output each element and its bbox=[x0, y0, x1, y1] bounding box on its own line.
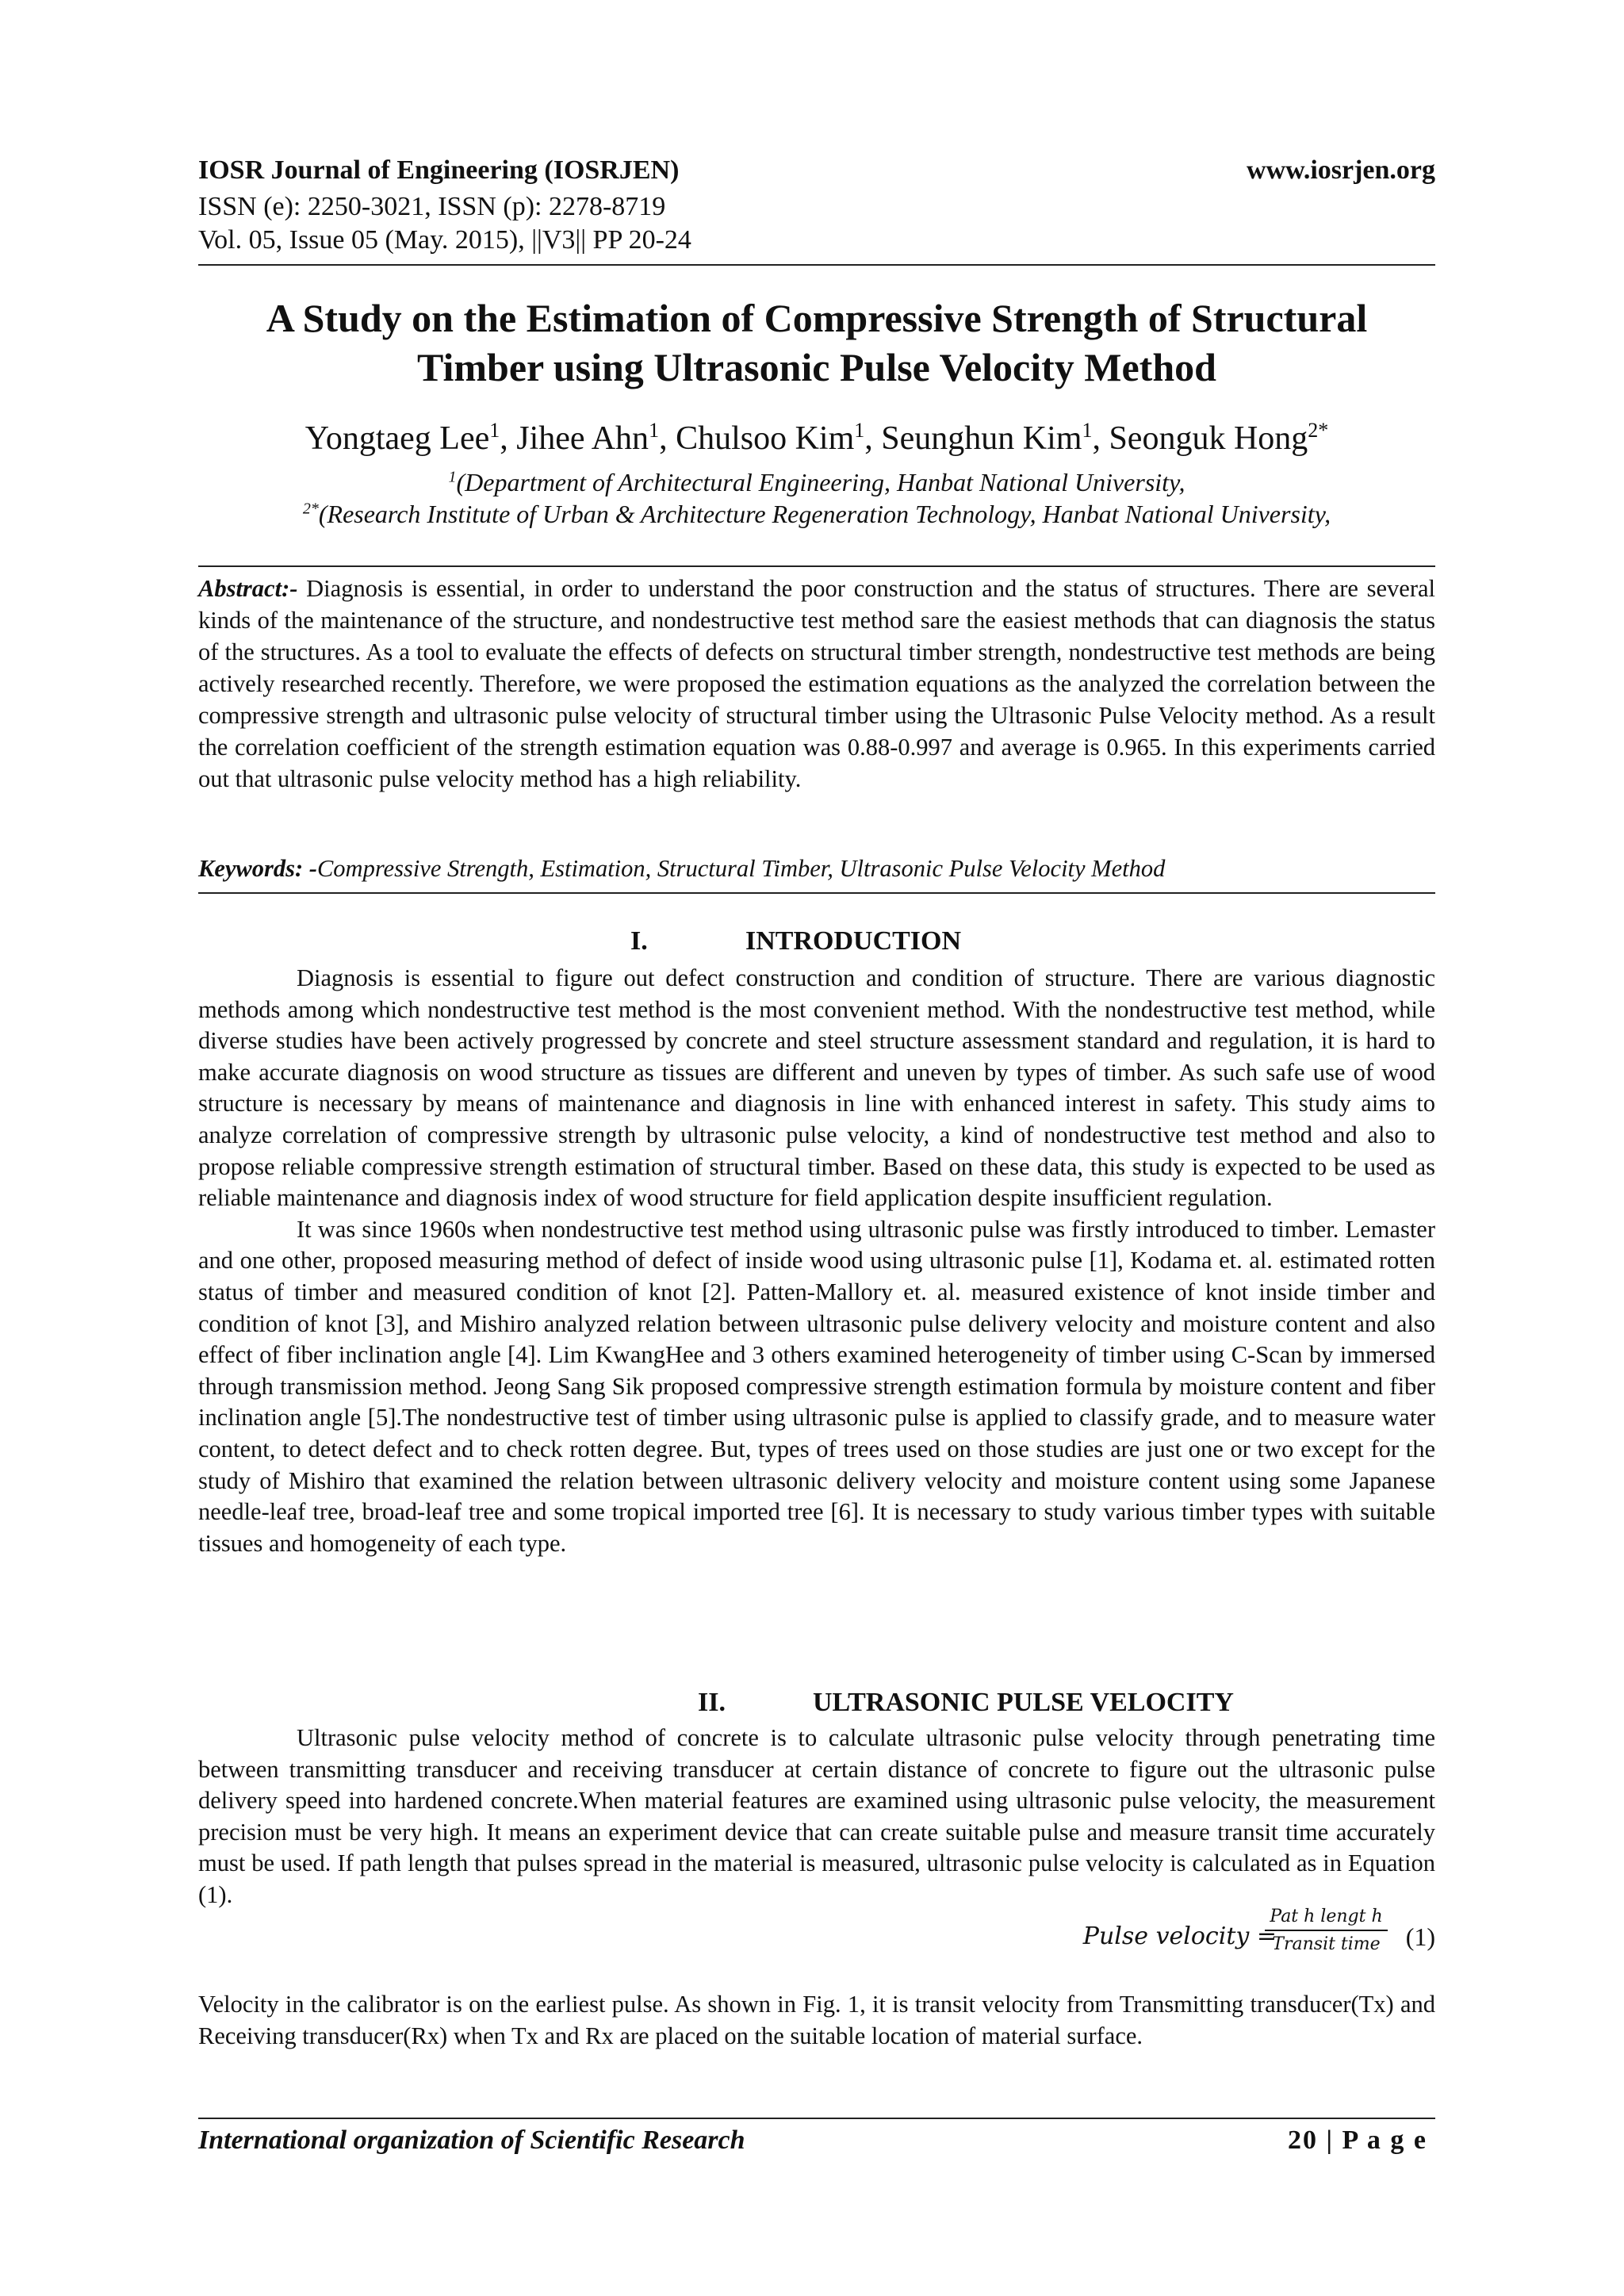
page-footer bbox=[198, 2125, 1435, 2165]
abstract-text: Diagnosis is essential, in order to understand the poor construction and the status of structures. There are several kinds of the maintenance of the structure, and nondestructive test method sare the easiest methods that can diagnosis the status of the structures. As a tool to evaluate the effects of defects on structural timber strength, nondestructive test methods are being actively researched recently. Therefore, we were proposed the estimation equations as the analyzed the correlation between the compressive strength and ultrasonic pulse velocity of structural timber using the Ultrasonic Pulse Velocity method. As a result the correlation coefficient of the strength estimation equation was 0.88-0.997 and average is 0.965. In this experiments carried out that ultrasonic pulse velocity method has a high reliability. bbox=[198, 575, 1436, 792]
author-affiliation-mark: 2* bbox=[1308, 419, 1329, 442]
author: Chulsoo Kim bbox=[676, 420, 855, 457]
keywords bbox=[198, 855, 1435, 883]
author: Jihee Ahn bbox=[516, 420, 649, 457]
author-affiliation-mark: 1 bbox=[489, 419, 500, 442]
introduction-body bbox=[198, 963, 1435, 1559]
header-rule bbox=[198, 264, 1435, 266]
footer-organization: International organization of Scientific Research bbox=[198, 2125, 745, 2155]
author-affiliation-mark: 1 bbox=[854, 419, 865, 442]
running-header bbox=[198, 155, 1435, 192]
equation-lhs: Pulse velocity = bbox=[1082, 1922, 1277, 1950]
affiliation-1: $^1$(Department of Architectural Engineering, Hanbat National University, bbox=[448, 468, 1185, 496]
equation-denominator: Transit time bbox=[1272, 1934, 1381, 1954]
upv-body bbox=[198, 1723, 1435, 1911]
author-affiliation-mark: 1 bbox=[1082, 419, 1093, 442]
keywords-label: Keywords: - bbox=[198, 855, 317, 882]
section-title: ULTRASONIC PULSE VELOCITY bbox=[813, 1688, 1234, 1717]
journal-name: IOSR Journal of Engineering (IOSRJEN) bbox=[198, 155, 680, 185]
equation-number: (1) bbox=[1405, 1922, 1435, 1951]
keywords-rule bbox=[198, 892, 1435, 894]
paper-title bbox=[198, 293, 1435, 392]
issn-line: ISSN (e): 2250-3021, ISSN (p): 2278-8719 bbox=[198, 192, 666, 221]
title-line-1: A Study on the Estimation of Compressive Strength of Structural bbox=[266, 296, 1368, 340]
equation-1 bbox=[959, 1907, 1435, 1970]
footer-rule bbox=[198, 2118, 1435, 2119]
abstract bbox=[198, 573, 1435, 795]
paragraph: It was since 1960s when nondestructive test method using ultrasonic pulse was firstly introduced to timber. Lemaster and one other, proposed measuring method of defect of inside wood using ultrasonic pulse [1], Kodama et. al. estimated rotten status of timber and measured condition of knot [2]. Patten-Mallory et. al. measured existence of knot inside timber and condition of knot [3], and Mishiro analyzed relation between ultrasonic pulse delivery velocity and moisture content and also effect of fiber inclination angle [4]. Lim KwangHee and 3 others examined heterogeneity of timber using C-Scan by immersed through transmission method. Jeong Sang Sik proposed compressive strength estimation formula by moisture content and fiber inclination angle [5].The nondestructive test of timber using ultrasonic pulse is applied to classify grade, and to measure water content, to detect defect and to check rotten degree. But, types of trees used on those studies are just one or two except for the study of Mishiro that examined the relation between ultrasonic delivery velocity and moisture content using some Japanese needle-leaf tree, broad-leaf tree and some tropical imported tree [6]. It is necessary to study various timber types with suitable tissues and homogeneity of each type. bbox=[198, 1215, 1435, 1557]
section-number: II. bbox=[698, 1688, 726, 1717]
paragraph: Diagnosis is essential to figure out defect construction and condition of structure. There are various diagnostic methods among which nondestructive test method is the most convenient method. With the nondestructive test method, while diverse studies have been actively progressed by concrete and steel structure assessment standard and regulation, it is hard to make accurate diagnosis on wood structure as tissues are different and uneven by types of timber. As such safe use of wood structure is necessary by means of maintenance and diagnosis in line with enhanced interest in safety. This study aims to analyze correlation of compressive strength by ultrasonic pulse velocity, a kind of nondestructive test method and also to propose reliable compressive strength estimation of structural timber. Based on these data, this study is expected to be used as reliable maintenance and diagnosis index of wood structure for field application despite insufficient regulation. bbox=[198, 964, 1435, 1212]
author: Seunghun Kim bbox=[881, 420, 1082, 457]
author: Seonguk Hong bbox=[1109, 420, 1308, 457]
abstract-label: Abstract:- bbox=[198, 575, 298, 602]
keywords-text: Compressive Strength, Estimation, Structural Timber, Ultrasonic Pulse Velocity Method bbox=[316, 855, 1166, 882]
section-heading bbox=[198, 1688, 1435, 1721]
volume-line: Vol. 05, Issue 05 (May. 2015), ||V3|| PP 20-24 bbox=[198, 225, 691, 255]
journal-website[interactable]: www.iosrjen.org bbox=[1247, 155, 1435, 185]
section-heading bbox=[198, 926, 1435, 960]
upv-body-continued bbox=[198, 1989, 1435, 2052]
abstract-top-rule bbox=[198, 565, 1435, 567]
page-number: 20 | P a g e bbox=[1288, 2125, 1427, 2155]
equation-fraction bbox=[1265, 1907, 1388, 1954]
equation-numerator: Pat h lengt h bbox=[1265, 1907, 1388, 1931]
author-list: Yongtaeg Lee$^1$, Jihee Ahn$^1$, Chulsoo Kim$^1$, Seunghun Kim$^1$, Seonguk Hong$^{2*}$ bbox=[304, 419, 1329, 457]
title-line-2: Timber using Ultrasonic Pulse Velocity Method bbox=[417, 345, 1216, 389]
affiliation-2: $^{2*}$(Research Institute of Urban & Architecture Regeneration Technology, Hanbat National University, bbox=[302, 500, 1331, 528]
paragraph: Velocity in the calibrator is on the earliest pulse. As shown in Fig. 1, it is transit velocity from Transmitting transducer(Tx) and Receiving transducer(Rx) when Tx and Rx are placed on the suitable location of material surface. bbox=[198, 1991, 1435, 2049]
paragraph: Ultrasonic pulse velocity method of concrete is to calculate ultrasonic pulse velocity through penetrating time between transmitting transducer and receiving transducer at certain distance of concrete to figure out the ultrasonic pulse delivery speed into hardened concrete.When material features are examined using ultrasonic pulse velocity, the measurement precision must be very high. It means an experiment device that can create suitable pulse and measure transit time accurately must be used. If path length that pulses spread in the material is measured, ultrasonic pulse velocity is calculated as in Equation (1). bbox=[198, 1724, 1435, 1908]
author: Yongtaeg Lee bbox=[304, 420, 490, 457]
author-affiliation-mark: 1 bbox=[649, 419, 660, 442]
section-title: INTRODUCTION bbox=[745, 926, 962, 956]
section-number: I. bbox=[630, 926, 648, 956]
